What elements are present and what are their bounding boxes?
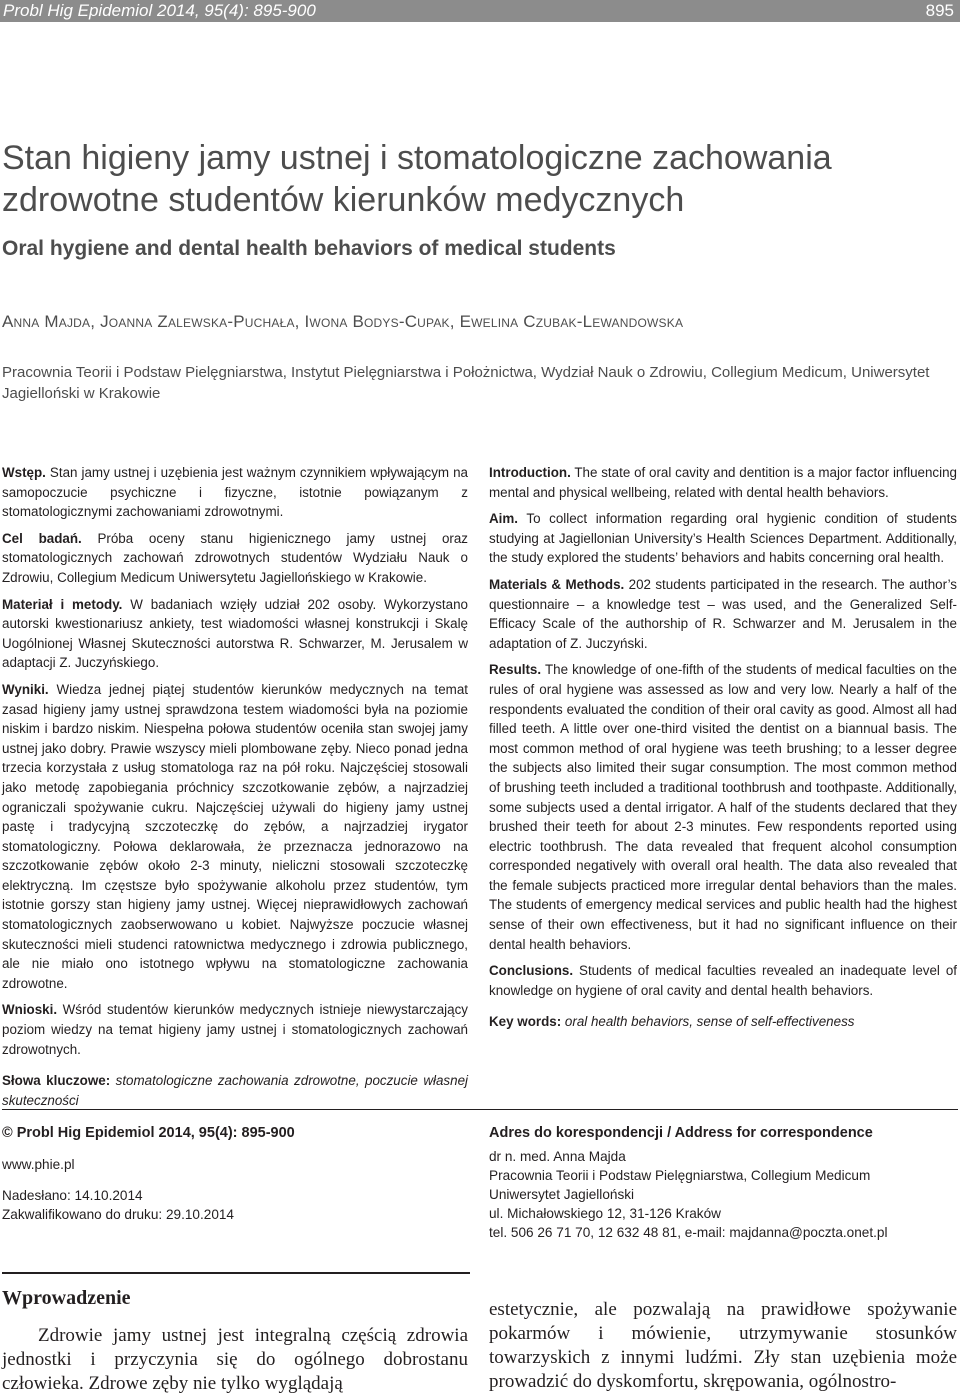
text-methods-en: 202 students participated in the research. The author’s questionnaire – a knowledge test – was used, and the Generalized Self-Efficacy Scale of the authorship of R. Schwarzer and M. Jerusalem in the adaptation of Z. Juczyński.	[489, 576, 957, 651]
abstract-pl-results	[2, 680, 468, 994]
abstract-polish	[2, 463, 468, 1117]
label-results-en: Results.	[489, 662, 542, 678]
abstract-pl-aim	[2, 529, 468, 588]
corr-name: dr n. med. Anna Majda	[489, 1149, 626, 1164]
title-line-1: Stan higieny jamy ustnej i stomatologiczne zachowania	[2, 139, 832, 177]
article-subtitle: Oral hygiene and dental health behaviors of medical students	[2, 237, 616, 260]
text-results: Wiedza jednej piątej studentów kierunków medycznych na temat zasad higieny jamy ustnej sprawdzona testem wiadomości była na poziomie niskim i bardzo niskim. Niespełna połowa studentów oceniła stan swojej jamy ustnej jako dobry. Prawie wszyscy mieli plombowane zęby. Nieco ponad jedna trzecia korzystała z usług stomatologa raz na pół roku. Najczęściej stosowali jako metodę zapobiegania próchnicy szczotkowanie zębów, a najrzadziej ograniczali spożywanie cukru. Najczęściej używali do higieny jamy ustnej pastę i tradycyjną szczoteczkę do zębów, a najrzadziej irygator stomatologiczny. Połowa deklarowała, że przeznacza jednorazowo na szczotkowanie zębów około 2-3 minuty, nieliczni stosowali szczoteczkę elektryczną. Im częstsze było spożywanie alkoholu przez studentów, tym istotnie gorszy stan higieny jamy ustnej. Więcej nieprawidłowych zachowań stomatologicznych zaobserwowano u kobiet. Najwyższe poczucie własnej skuteczności mieli studenci ratownictwa medycznego i zdrowia publicznego, ale nie miało ono istotnego wpływu na stomatologiczne zachowania zdrowotne.	[2, 681, 468, 991]
abstract-en-results	[489, 660, 957, 954]
label-conclusions: Wnioski.	[2, 1002, 58, 1018]
label-keywords-en: Key words:	[489, 1014, 562, 1030]
running-header	[0, 0, 960, 22]
abstract-en-aim	[489, 509, 957, 568]
page-number: 895	[925, 1, 954, 20]
abstract-en-keywords	[489, 1012, 957, 1032]
abstract-en-conclusions	[489, 961, 957, 1000]
affiliation: Pracownia Teorii i Podstaw Pielęgniarstwa, Instytut Pielęgniarstwa i Położnictwa, Wydział Nauk o Zdrowiu, Collegium Medicum, Uniwersytet Jagielloński w Krakowie	[2, 364, 930, 402]
text-keywords-en: oral health behaviors, sense of self-effectiveness	[561, 1014, 855, 1030]
abstract-en-intro	[489, 463, 957, 502]
label-results: Wyniki.	[2, 681, 49, 697]
abstract-en-methods	[489, 575, 957, 653]
abstract-english	[489, 463, 957, 1039]
text-results-en: The knowledge of one-fifth of the students of medical faculties on the rules of oral hygiene was assessed as low and very low. Nearly a half of the respondents evaluated the condition of their oral cavity as good. Almost all had filled teeth. A little over one-third visited the dentist on a biannual basis. The most common method of oral hygiene was teeth brushing; to a lesser degree the subjects also limited their sugar consumption. The most common method of brushing teeth included a traditional toothbrush and toothpaste. Additionally, some subjects used a dental irrigator. A half of the students declared that they brushed their teeth for about 2-3 minutes. Few respondents reported using electric toothbrush. The data revealed that frequent alcohol consumption corresponded negatively with overall oral health. The data also revealed that the female subjects practiced more irregular dental behaviors than the males. The students of emergency medical services and public health had the highest sense of their own effectiveness, but it had no significant influence on their dental health behaviors.	[489, 662, 957, 952]
label-introduction: Introduction.	[489, 465, 571, 480]
intro-paragraph-left: Zdrowie jamy ustnej jest integralną częścią zdrowia jednostki i przyczynia się do ogólnego dobrostanu człowieka. Zdrowe zęby nie tylko wyglądają	[2, 1325, 468, 1394]
citation: © Probl Hig Epidemiol 2014, 95(4): 895-900	[2, 1125, 295, 1141]
corr-university: Uniwersytet Jagielloński	[489, 1187, 635, 1202]
introduction-right-column	[489, 1298, 957, 1394]
text-keywords: stomatologiczne zachowania zdrowotne, poczucie własnej skuteczności	[2, 1073, 468, 1108]
label-conclusions-en: Conclusions.	[489, 963, 574, 979]
label-intro: Wstęp.	[2, 465, 46, 480]
received-date: Nadesłano: 14.10.2014	[2, 1188, 143, 1203]
corr-street: ul. Michałowskiego 12, 31-126 Kraków	[489, 1206, 721, 1221]
label-methods-en: Materials & Methods.	[489, 576, 625, 592]
author-list: Anna Majda, Joanna Zalewska-Puchała, Iwona Bodys-Cupak, Ewelina Czubak-Lewandowska	[2, 312, 684, 331]
correspondence-address	[489, 1124, 957, 1242]
abstract-pl-keywords	[2, 1071, 468, 1110]
section-heading: Wprowadzenie	[2, 1287, 131, 1309]
intro-paragraph-right: estetycznie, ale pozwalają na prawidłowe spożywanie pokarmów i mówienie, utrzymywanie stosunków towarzyskich z innymi ludźmi. Zły stan uzębienia może prowadzić do dyskomfortu, skrępowania, ogólnostro-	[489, 1299, 957, 1392]
text-introduction: The state of oral cavity and dentition is a major factor influencing mental and physical wellbeing, related with dental health behaviors.	[489, 465, 957, 500]
text-methods: W badaniach wzięły udział 202 osoby. Wykorzystano autorski kwestionariusz ankiety, test wiadomości własnej konstrukcji i Skalę Uogólnionej Własnej Skuteczności autorstwa R. Schwarzer, M. Jerusalem w adaptacji Z. Juczyńskiego.	[2, 596, 468, 671]
title-line-2: zdrowotne studentów kierunków medycznych	[2, 181, 685, 219]
section-divider	[2, 1272, 470, 1274]
text-conclusions: Wśród studentów kierunków medycznych istnieje niewystarczający poziom wiedzy na temat higieny jamy ustnej i stomatologicznych zachowań zdrowotnych.	[2, 1002, 468, 1057]
abstract-pl-methods	[2, 595, 468, 673]
abstract-pl-intro	[2, 463, 468, 522]
corr-unit: Pracownia Teorii i Podstaw Pielęgniarstwa, Collegium Medicum	[489, 1168, 871, 1183]
introduction-left-column	[2, 1286, 468, 1396]
text-aim: Próba oceny stanu higienicznego jamy ustnej oraz stomatologicznych zachowań zdrowotnych studentów Wydziału Nauk o Zdrowiu, Collegium Medicum Uniwersytetu Jagiellońskiego w Krakowie.	[2, 530, 469, 585]
publication-info	[2, 1124, 462, 1224]
text-intro: Stan jamy ustnej i uzębienia jest ważnym czynnikiem wpływającym na samopoczucie psychiczne i fizyczne, istotnie powiązanym z stomatologicznymi zachowaniami zdrowotnymi.	[2, 465, 468, 520]
label-aim-en: Aim.	[489, 511, 519, 527]
label-methods: Materiał i metody.	[2, 596, 123, 612]
text-aim-en: To collect information regarding oral hygienic condition of students studying at Jagiellonian University’s Health Sciences Department. Additionally, the study explored the students’ behaviors and habits concerning oral health.	[489, 511, 957, 566]
correspondence-heading: Adres do korespondencji / Address for correspondence	[489, 1125, 873, 1141]
website-link[interactable]: www.phie.pl	[2, 1157, 75, 1172]
text-conclusions-en: Students of medical faculties revealed an inadequate level of knowledge on hygiene of oral cavity and dental health behaviors.	[489, 963, 957, 998]
journal-reference: Probl Hig Epidemiol 2014, 95(4): 895-900	[3, 1, 316, 20]
corr-contact[interactable]: tel. 506 26 71 70, 12 632 48 81, e-mail: majdanna@poczta.onet.pl	[489, 1225, 888, 1240]
article-title	[2, 137, 942, 221]
label-aim: Cel badań.	[2, 530, 82, 546]
accepted-date: Zakwalifikowano do druku: 29.10.2014	[2, 1207, 234, 1222]
label-keywords: Słowa kluczowe:	[2, 1073, 111, 1089]
abstract-pl-conclusions	[2, 1000, 468, 1059]
footer-divider	[2, 1109, 958, 1110]
